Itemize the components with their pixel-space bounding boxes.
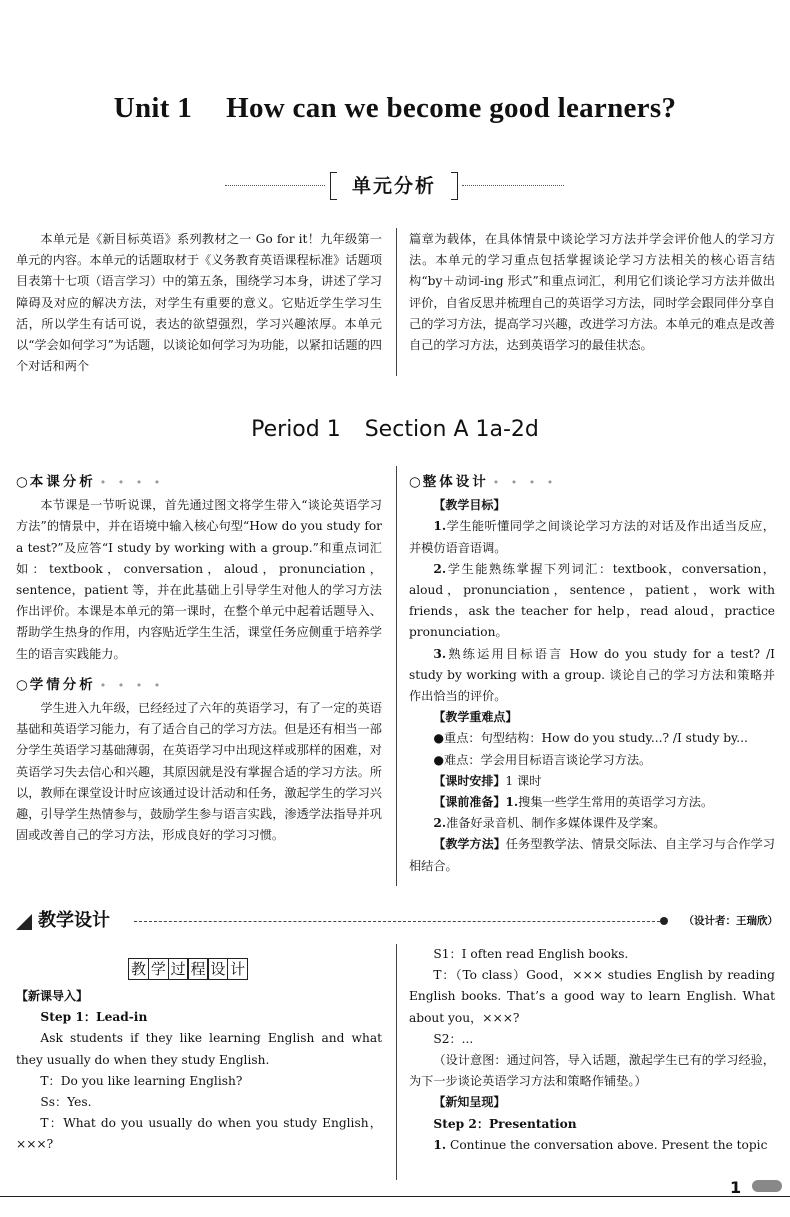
page-number: 1 (730, 1178, 742, 1197)
dialogue-line: T：（To class）Good，××× studies English by reading English books. That’s a good way to learn English. What about you，×××? (409, 968, 775, 1025)
unit-question: How can we become good learners? (226, 92, 677, 124)
unit-analysis-heading: 单元分析 (330, 172, 458, 200)
title-char: 学 (148, 958, 169, 980)
page-tab-marker (752, 1180, 782, 1192)
dialogue-line: T：Do you like learning English? (40, 1073, 243, 1088)
band-divider-left (225, 185, 325, 186)
schedule: 【课时安排】1 课时 (433, 773, 542, 788)
column-divider (396, 466, 397, 886)
goals-label: 【教学目标】 (433, 498, 506, 513)
period-number: Period 1 (251, 417, 341, 442)
lesson-analysis-heading: ○ 本课分析 • • • • (16, 474, 165, 490)
process-right-column (409, 944, 775, 1156)
intro-label: 【新课导入】 (16, 989, 89, 1003)
overall-design-heading: ○ 整体设计 • • • • (409, 474, 558, 490)
process-left-column (16, 986, 382, 1156)
teaching-design-band (16, 908, 778, 938)
unit-analysis-band (0, 172, 790, 202)
band-divider-right (462, 185, 564, 186)
dialogue-line: T：What do you usually do when you study English，×××? (16, 1116, 382, 1152)
title-char: 程 (187, 958, 208, 980)
difficult-point: ●难点：学会用目标语言谈论学习方法。 (433, 752, 652, 767)
bullet-dot-icon (660, 917, 668, 925)
student-analysis-heading: ○ 学情分析 • • • • (16, 676, 165, 693)
step-1-title: Step 1：Lead-in (40, 1010, 148, 1025)
period-section: Section A 1a-2d (364, 417, 539, 442)
teaching-methods: 【教学方法】任务型教学法、情景交际法、自主学习与合作学习相结合。 (409, 837, 775, 873)
column-divider (396, 944, 397, 1180)
goal-1: 1.学生能听懂同学之间谈论学习方法的对话及作出适当反应，并模仿语音语调。 (409, 519, 775, 555)
design-intent: （设计意图：通过问答，导入话题，激起学生已有的学习经验，为下一步谈论英语学习方法和策略作铺垫。） (409, 1053, 775, 1089)
designer-credit: （设计者：王瑞欣） (683, 915, 778, 927)
student-analysis-text: 学生进入九年级，已经经过了六年的英语学习，有了一定的英语基础和英语学习能力，有了适合自己的学习方法。但是还有相当一部分学生英语学习基础薄弱，在英语学习中出现这样或那样的困难，对英语学习失去信心和兴趣，其原因就是没有掌握合适的学习方法。所以，教师在课堂设计时应该通过设计活动和任务，激起学生的学习兴趣，引导学生热情参与，鼓励学生参与语言实践，渗透学法指导并巩固或改善自己的学习方法，形成良好的学习习惯。 (16, 701, 382, 843)
step-2-title: Step 2：Presentation (433, 1116, 577, 1131)
preparation-1: 【课前准备】1.搜集一些学生常用的英语学习方法。 (433, 795, 714, 810)
band-divider (134, 921, 660, 922)
unit-analysis-text-right: 篇章为载体，在具体情景中谈论学习方法并学会评价他人的学习方法。本单元的学习重点包括掌握谈论学习方法相关的核心语言结构“by＋动词-ing 形式”和重点词汇，利用它们谈论学习方法并做出评价，自省反思并梳理自己的英语学习方法，同时学会跟同伴分享自己的学习方法，提高学习兴趣，改进学习方法。本单元的难点是改善自己的学习方法，达到英语学习的最佳状态。 (409, 232, 775, 353)
overall-design-column (409, 472, 775, 877)
title-char: 过 (168, 958, 189, 980)
footer-rule (0, 1196, 790, 1197)
dialogue-line: Ss：Yes. (40, 1095, 92, 1110)
period-title (0, 417, 790, 442)
step-2-text: 1. Continue the conversation above. Present the topic (433, 1137, 768, 1152)
lesson-analysis-text: 本节课是一节听说课，首先通过图文将学生带入“谈论英语学习方法”的情景中，并在语境中输入核心句型“How do you study for a test?”及应答“I study by working with a group.”和重点词汇如：textbook，conversation，aloud，pronunciation，sentence，patient 等，并在此基础上引导学生对他人的学习方法作出评价。本课是本单元的第一课时，在整个单元中起着话题导入、帮助学生热身的作用，内容贴近学生生活，课堂任务应侧重于培养学生的语言实践能力。 (16, 498, 382, 661)
unit-number: Unit 1 (113, 92, 193, 124)
teaching-process-title (128, 958, 247, 980)
goal-3: 3.熟练运用目标语言 How do you study for a test? /I study by working with a group. 谈论自己的学习方法和策略并作出恰当的评价。 (409, 646, 775, 704)
key-points-label: 【教学重难点】 (433, 710, 518, 725)
dialogue-line: S2：... (433, 1031, 474, 1046)
title-char: 设 (207, 958, 228, 980)
goal-2: 2.学生能熟练掌握下列词汇：textbook，conversation，aloud，pronunciation，sentence，patient，work with friends，ask the teacher for help，read aloud，practice pronunciation。 (409, 561, 775, 640)
unit-title (0, 92, 790, 125)
step-1-text: Ask students if they like learning English and what they usually do when they study English. (16, 1031, 382, 1067)
new-knowledge-label: 【新知呈现】 (433, 1095, 506, 1110)
title-char: 计 (227, 958, 248, 980)
triangle-marker-icon (16, 914, 32, 930)
teaching-design-heading: 教学设计 (38, 910, 110, 931)
unit-analysis-right-column (409, 229, 775, 356)
column-divider (396, 228, 397, 376)
preparation-2: 2.准备好录音机、制作多媒体课件及学案。 (433, 816, 666, 831)
key-point: ●重点：句型结构：How do you study...? /I study by... (433, 731, 748, 746)
analysis-column (16, 472, 382, 846)
unit-analysis-text-left: 本单元是《新目标英语》系列教材之一 Go for it！九年级第一单元的内容。本单元的话题取材于《义务教育英语课程标准》话题项目表第十七项（语言学习）中的第五条，围绕学习本身，讲述了学习障碍及对应的解决方法，对学生有重要的意义。它贴近学生学习生活，所以学生有话可说，表达的欲望强烈，学习兴趣浓厚。本单元以“学会如何学习”为话题，以谈论如何学习为功能，以紧扣话题的四个对话和两个 (16, 232, 382, 374)
dialogue-line: S1：I often read English books. (433, 947, 629, 961)
title-char: 教 (128, 958, 149, 980)
unit-analysis-left-column (16, 229, 382, 377)
